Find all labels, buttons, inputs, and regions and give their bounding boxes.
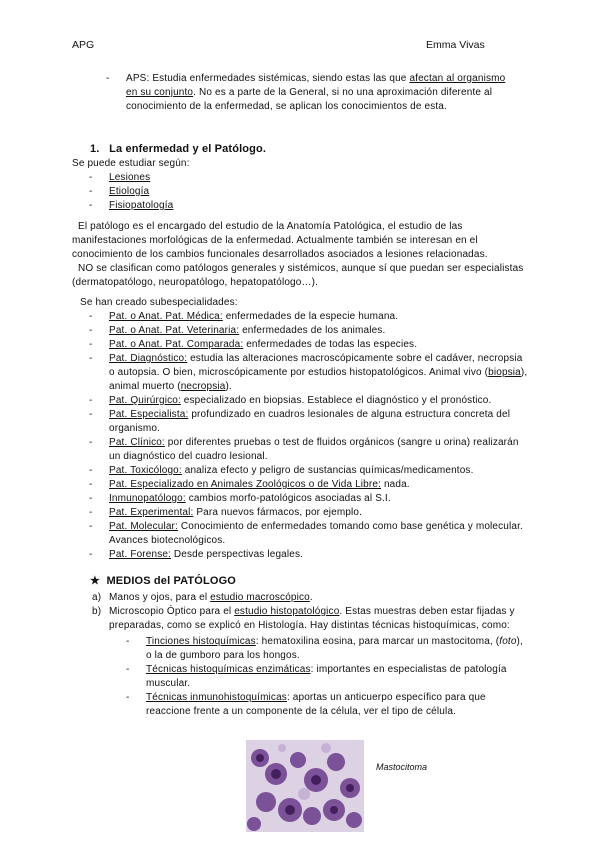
mastocitoma-photo bbox=[246, 740, 364, 832]
section2-list bbox=[72, 591, 528, 719]
list-item: - Pat. Diagnóstico: estudia las alteraciones macroscópicamente sobre el cadáver, necropsia o autopsia. O bien, microscópicamente por estudios histopatológicos. Animal vivo (biopsia), animal muerto (necropsia). bbox=[72, 352, 528, 394]
aps-underlined: afectan al organismo en su conjunto bbox=[126, 73, 506, 98]
list-item: b) Microscopio Óptico para el estudio histopatológico. Estas muestras deben estar fijadas y preparadas, como se explicó en Histología. Hay distintas técnicas histoquímicas, como: - Tinciones histoquímicas: hematoxilina eosina, para marcar un mastocitoma, (foto), o la de gumboro para los hongos. - Técnicas histoquímicas enzimáticas: importantes en especialistas de patología muscular. - Técnicas inmunohistoquímicas: aportas un anticuerpo específico para que reaccione frente a un componente de la célula, ver el tipo de célula. bbox=[72, 605, 528, 719]
aps-item bbox=[106, 72, 516, 114]
list-item: - Inmunopatólogo: cambios morfo-patológicos asociadas al S.I. bbox=[72, 492, 528, 506]
section2-heading bbox=[90, 574, 546, 588]
subspecialties-list bbox=[72, 310, 528, 562]
section1-number: 1. bbox=[90, 143, 100, 155]
section1-paragraph2: NO se clasifican como patólogos generales y sistémicos, aunque sí que puedan ser especialistas (dermatopatólogo, neuropatólogo, hepatopatólogo…). bbox=[72, 263, 524, 288]
aps-lead: APS: Estudia enfermedades sistémicas, siendo estas las que bbox=[126, 73, 410, 84]
header-author: Emma Vivas bbox=[426, 39, 485, 51]
aps-rest: . No es a parte de la General, si no una aproximación diferente al conocimiento de la enfermedad, se aplican los conocimientos de esta. bbox=[126, 87, 493, 112]
section2-title: MEDIOS del PATÓLOGO bbox=[106, 575, 236, 587]
list-item: - Pat. o Anat. Pat. Médica: enfermedades de la especie humana. bbox=[72, 310, 528, 324]
list-item: - Lesiones bbox=[72, 171, 528, 185]
list-item: - Pat. Clínico: por diferentes pruebas o test de fluidos orgánicos (sangre u orina) realizarán un diagnóstico del cuadro lesional. bbox=[72, 436, 528, 464]
list-item: - Pat. Experimental: Para nuevos fármacos, por ejemplo. bbox=[72, 506, 528, 520]
figure-caption: Mastocitoma bbox=[376, 762, 428, 772]
list-item: - Pat. Molecular: Conocimiento de enfermedades tomando como base genética y molecular. Avances biotecnológicos. bbox=[72, 520, 528, 548]
list-item: - Pat. Toxicólogo: analiza efecto y peligro de sustancias químicas/medicamentos. bbox=[72, 464, 528, 478]
star-icon: ★ bbox=[90, 575, 101, 587]
list-item: - Pat. Especializado en Animales Zoológicos o de Vida Libre: nada. bbox=[72, 478, 528, 492]
list-item: - Técnicas histoquímicas enzimáticas: importantes en especialistas de patología muscular. bbox=[109, 663, 528, 691]
dash-bullet: - bbox=[106, 73, 110, 84]
list-item: - Etiología bbox=[72, 185, 528, 199]
techniques-list bbox=[109, 635, 528, 719]
section1-title: La enfermedad y el Patólogo. bbox=[109, 143, 267, 155]
section1-heading bbox=[90, 142, 546, 156]
list-item: - Fisiopatología bbox=[72, 199, 528, 213]
list-item: - Técnicas inmunohistoquímicas: aportas un anticuerpo específico para que reaccione frente a un componente de la célula, ver el tipo de célula. bbox=[109, 691, 528, 719]
section1-paragraph1: El patólogo es el encargado del estudio de la Anatomía Patológica, el estudio de las manifestaciones morfológicas de la enfermedad. Actualmente también se interesan en el conocimiento de los cambios funcionales desarrollados asociados a lesiones relacionadas. bbox=[72, 221, 488, 260]
section1-intro: Se puede estudiar según: bbox=[72, 158, 190, 169]
list-item: - Pat. o Anat. Pat. Comparada: enfermedades de todas las especies. bbox=[72, 338, 528, 352]
list-item: - Pat. Forense: Desde perspectivas legales. bbox=[72, 548, 528, 562]
list-item: - Pat. Quirúrgico: especializado en biopsias. Establece el diagnóstico y el pronóstico. bbox=[72, 394, 528, 408]
section1-list bbox=[72, 171, 528, 213]
list-item: - Pat. o Anat. Pat. Veterinaria: enfermedades de los animales. bbox=[72, 324, 528, 338]
list-item: - Pat. Especialista: profundizado en cuadros lesionales de alguna estructura concreta del organismo. bbox=[72, 408, 528, 436]
header-left: APG bbox=[72, 39, 95, 51]
subspecialties-intro: Se han creado subespecialidades: bbox=[80, 297, 238, 308]
list-item: - Tinciones histoquímicas: hematoxilina eosina, para marcar un mastocitoma, (foto), o la de gumboro para los hongos. bbox=[109, 635, 528, 663]
list-item: a) Manos y ojos, para el estudio macroscópico. bbox=[92, 592, 313, 603]
